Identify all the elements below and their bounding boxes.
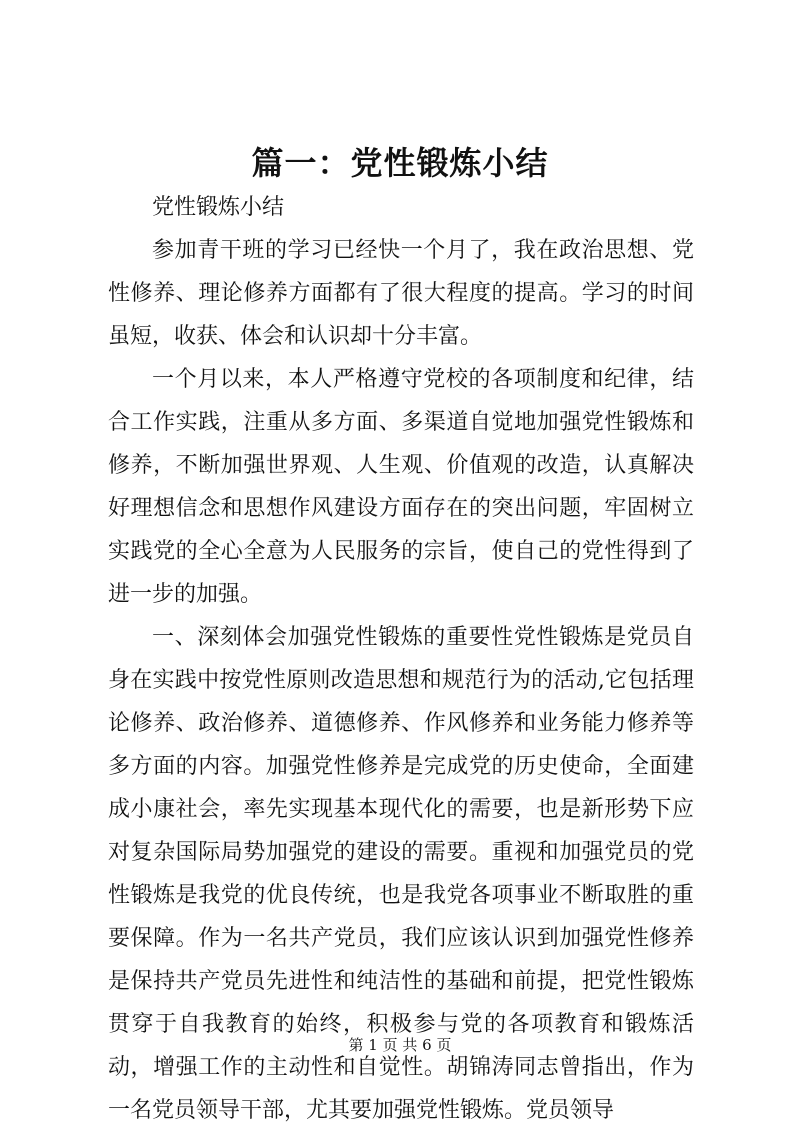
paragraph-2: 一个月以来，本人严格遵守党校的各项制度和纪律，结合工作实践，注重从多方面、多渠道自觉地加强党性锻炼和修养，不断加强世界观、人生观、价值观的改造，认真解决好理想信念和思想作风建设方面存在的突出问题，牢固树立实践党的全心全意为人民服务的宗旨，使自己的党性得到了进一步的加强。 (108, 367, 694, 607)
paragraph-3: 一、深刻体会加强党性锻炼的重要性党性锻炼是党员自身在实践中按党性原则改造思想和规范行为的活动,它包括理论修养、政治修养、道德修养、作风修养和业务能力修养等多方面的内容。加强党性修养是完成党的历史使命，全面建成小康社会，率先实现基本现代化的需要，也是新形势下应对复杂国际局势加强党的建设的需要。重视和加强党员的党性锻炼是我党的优良传统，也是我党各项事业不断取胜的重要保障。作为一名共产党员，我们应该认识到加强党性修养是保持共产党员先进性和纯洁性的基础和前提，把党性锻炼贯穿于自我教育的始终，积极参与党的各项教育和锻炼活动，增强工作的主动性和自觉性。胡锦涛同志曾指出，作为一名党员领导干部，尤其要加强党性锻炼。党员领导 (108, 625, 694, 1123)
document-body (108, 186, 694, 1132)
document-title: 篇一：党性锻炼小结 (251, 144, 549, 182)
page-footer: 第 1 页 共 6 页 (348, 1036, 452, 1054)
paragraph-1: 参加青干班的学习已经快一个月了，我在政治思想、党性修养、理论修养方面都有了很大程度的提高。学习的时间虽短，收获、体会和认识却十分丰富。 (108, 238, 694, 349)
paragraph-subtitle: 党性锻炼小结 (152, 195, 285, 220)
